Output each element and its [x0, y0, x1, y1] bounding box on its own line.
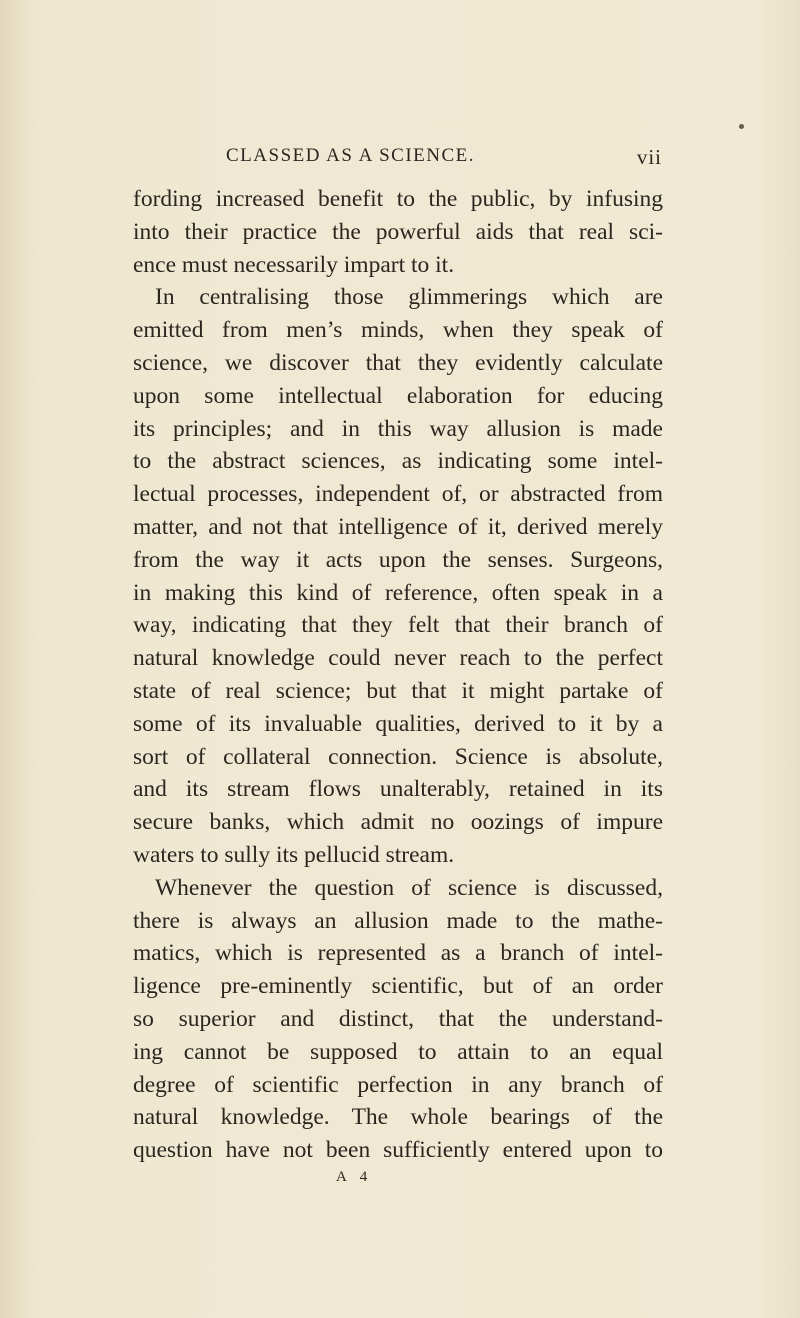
text-line: way, indicating that they felt that their branch of — [133, 612, 663, 639]
text-line: into their practice the powerful aids that real sci- — [133, 218, 663, 245]
body-text — [133, 183, 663, 1167]
text-line: matter, and not that intelligence of it, derived merely — [133, 513, 663, 540]
text-line: matics, which is represented as a branch of intel- — [133, 940, 663, 967]
text-line: and its stream flows unalterably, retained in its — [133, 776, 663, 803]
text-line: fording increased benefit to the public, by infusing — [133, 186, 663, 212]
text-line: from the way it acts upon the senses. Surgeons, — [133, 546, 663, 573]
text-line: in making this kind of reference, often speak in a — [133, 579, 663, 606]
page-number: vii — [636, 145, 662, 169]
text-line: there is always an allusion made to the mathe- — [133, 907, 663, 934]
running-title: CLASSED AS A SCIENCE. — [226, 145, 475, 166]
page-header — [226, 145, 662, 177]
text-line: degree of scientific perfection in any branch of — [133, 1071, 663, 1098]
text-line: ligence pre-eminently scientific, but of an order — [133, 973, 663, 1000]
text-line: lectual processes, independent of, or abstracted from — [133, 481, 663, 508]
text-line: In centralising those glimmerings which are — [155, 284, 663, 311]
text-line: upon some intellectual elaboration for educing — [133, 382, 663, 409]
text-line: science, we discover that they evidently calculate — [133, 349, 663, 376]
text-line: sort of collateral connection. Science is absolute, — [133, 743, 663, 770]
text-line: to the abstract sciences, as indicating some intel- — [133, 448, 663, 475]
text-line: Whenever the question of science is discussed, — [155, 874, 663, 901]
text-line: state of real science; but that it might partake of — [133, 677, 663, 704]
text-line: ence must necessarily impart to it. — [133, 251, 455, 278]
text-line: so superior and distinct, that the understand- — [133, 1005, 663, 1032]
text-line: natural knowledge. The whole bearings of the — [133, 1104, 663, 1131]
text-line: waters to sully its pellucid stream. — [133, 841, 455, 868]
text-line: natural knowledge could never reach to the perfect — [133, 645, 663, 672]
text-line: emitted from men’s minds, when they speak of — [133, 317, 663, 344]
text-line: question have not been sufficiently entered upon to — [133, 1137, 663, 1164]
signature-mark: A 4 — [336, 1169, 373, 1185]
text-line: its principles; and in this way allusion is made — [133, 415, 663, 442]
text-line: secure banks, which admit no oozings of impure — [133, 809, 663, 836]
text-line: some of its invaluable qualities, derived to it by a — [133, 710, 663, 737]
text-line: ing cannot be supposed to attain to an equal — [133, 1038, 663, 1065]
ink-speck — [739, 124, 744, 129]
